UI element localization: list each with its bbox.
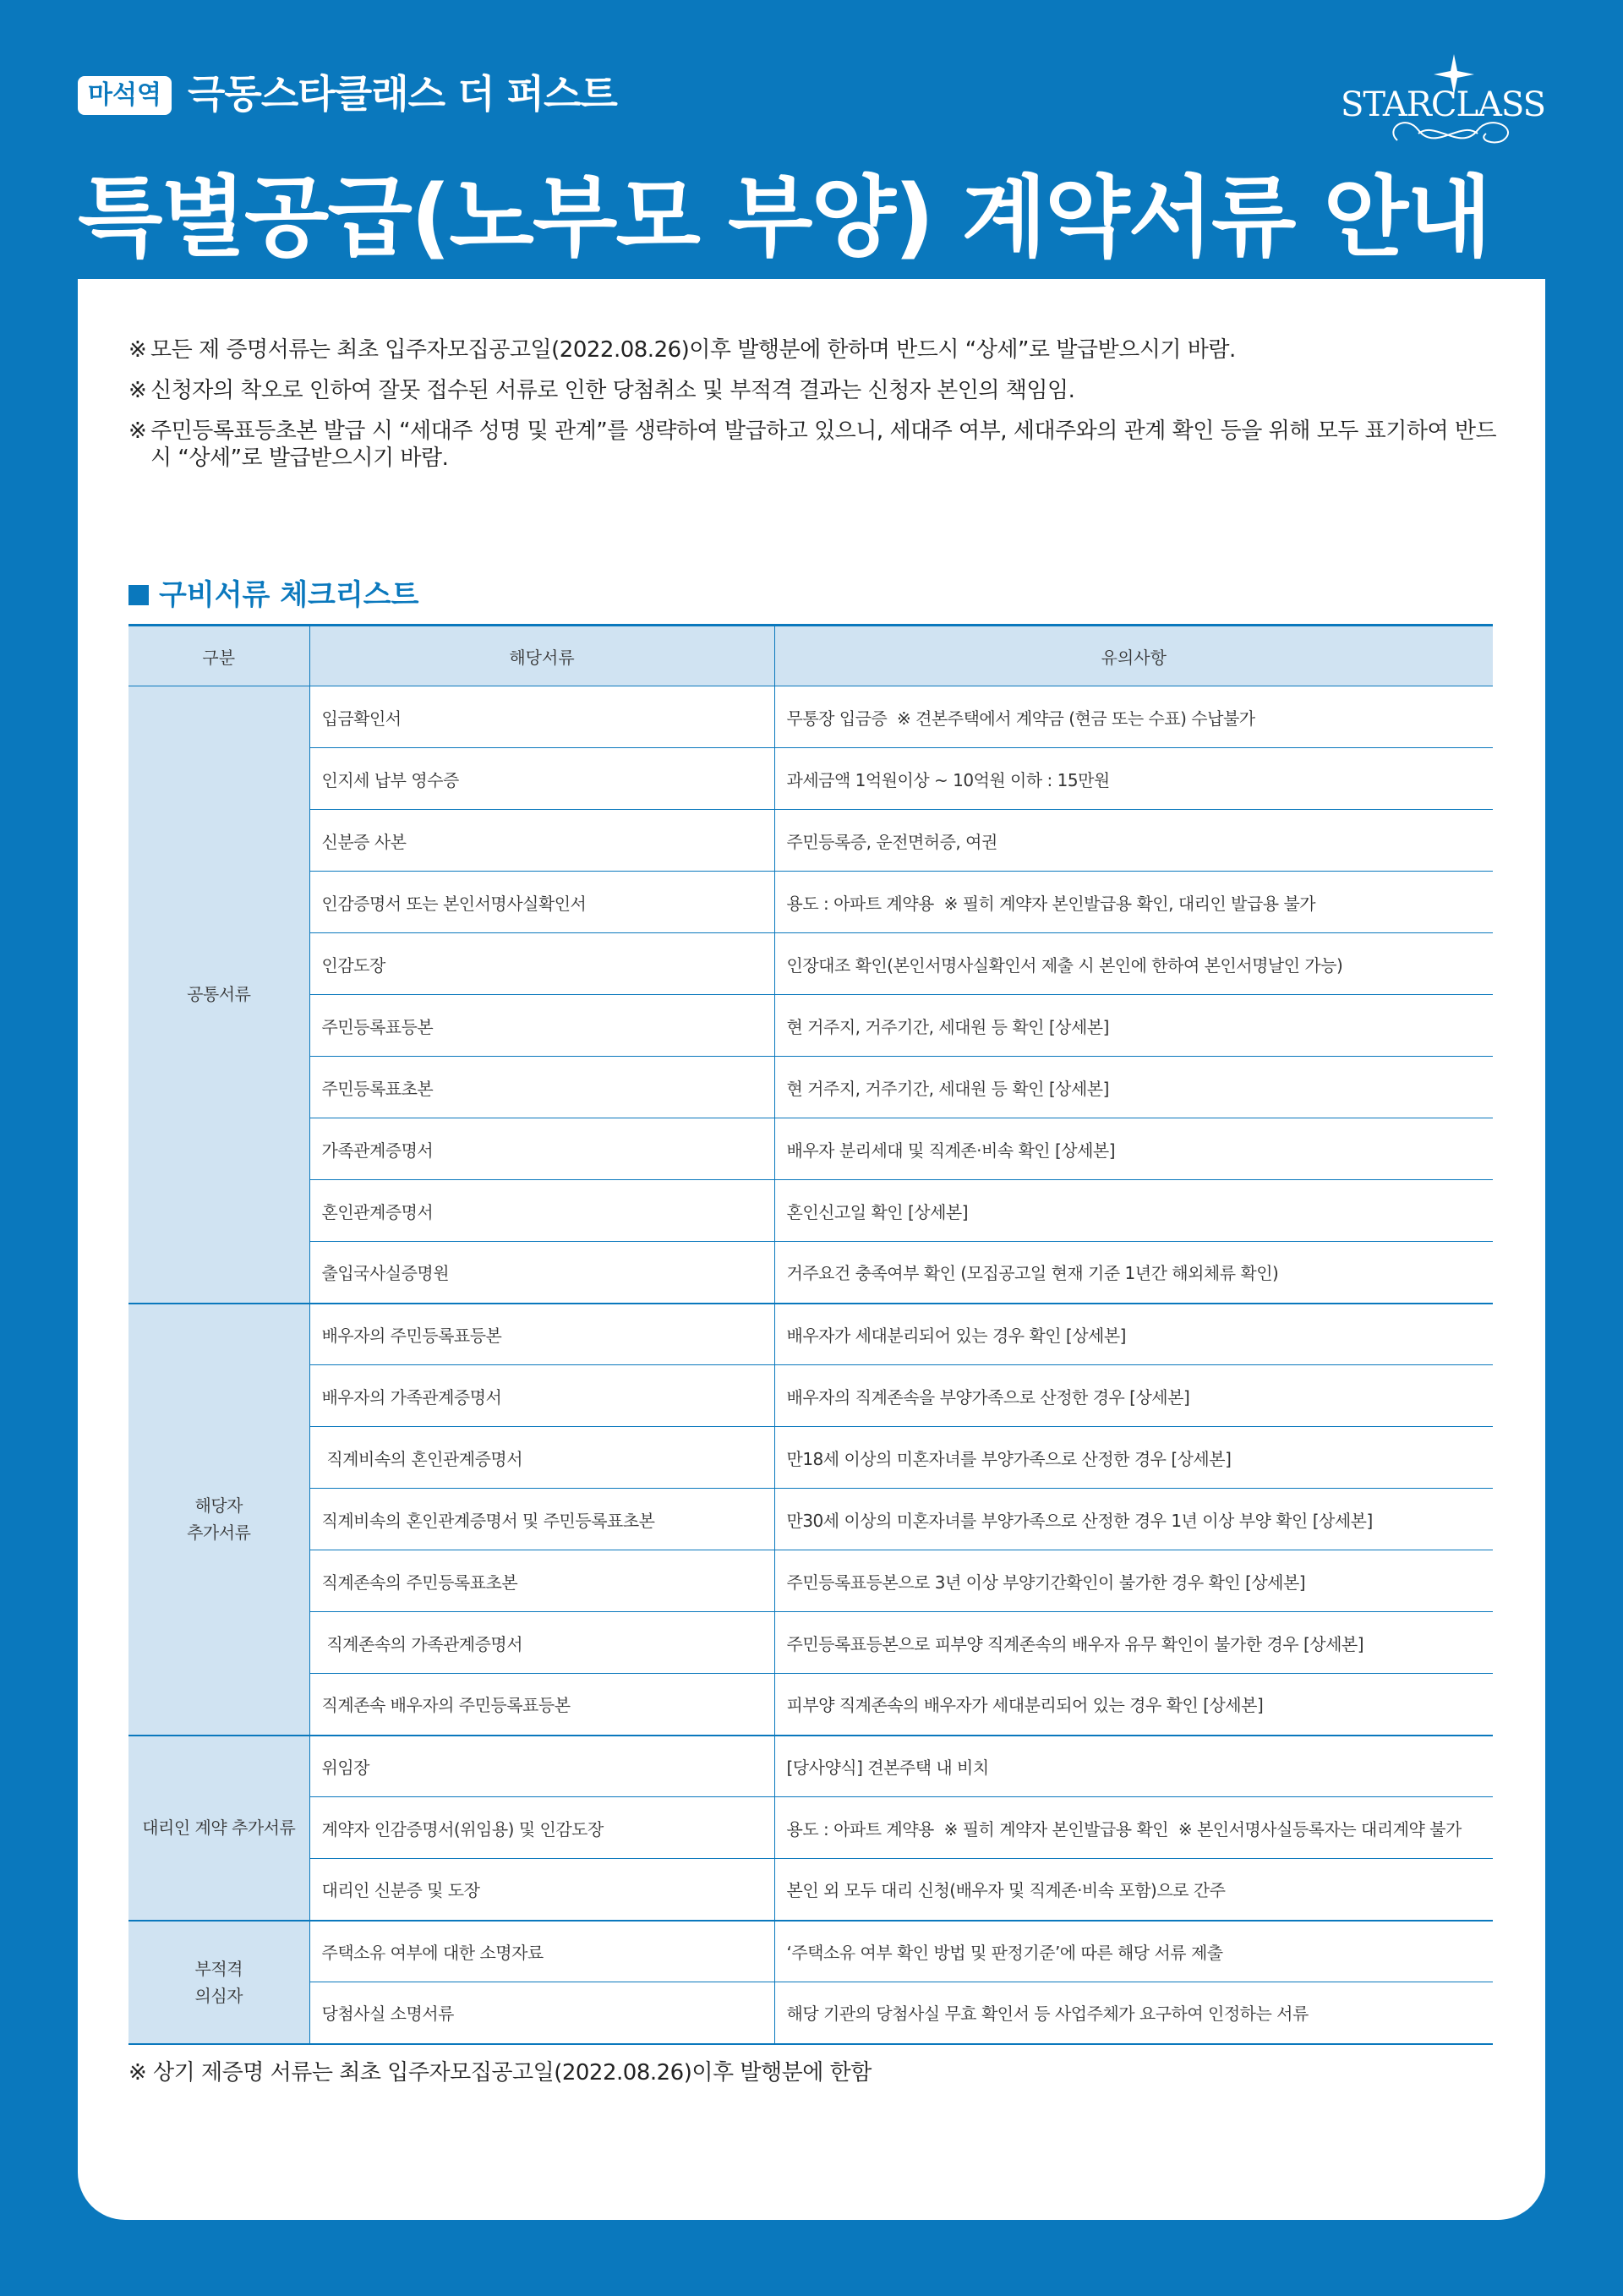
- note-cell: 본인 외 모두 대리 신청(배우자 및 직계존·비속 포함)으로 간주: [774, 1859, 1493, 1921]
- col-header-category: 구분: [128, 626, 309, 686]
- note-cell: 피부양 직계존속의 배우자가 세대분리되어 있는 경우 확인 [상세본]: [774, 1674, 1493, 1736]
- section-title: 구비서류 체크리스트: [128, 577, 418, 614]
- table-row: [128, 1118, 1493, 1180]
- note-cell: 용도 : 아파트 계약용 ※ 필히 계약자 본인발급용 확인, 대리인 발급용 불가: [774, 872, 1493, 933]
- col-header-note: 유의사항: [774, 626, 1493, 686]
- table-row: [128, 1057, 1493, 1118]
- note-mark: ※: [128, 337, 147, 363]
- page-header: [78, 69, 1545, 281]
- table-row: [128, 1859, 1493, 1921]
- document-cell: 주택소유 여부에 대한 소명자료: [309, 1921, 774, 1982]
- note-cell: [당사양식] 견본주택 내 비치: [774, 1736, 1493, 1797]
- document-cell: 직계비속의 혼인관계증명서: [309, 1427, 774, 1489]
- project-name: 극동스타클래스 더 퍼스트: [188, 71, 617, 117]
- table-row: [128, 933, 1493, 995]
- category-label: 추가서류: [187, 1522, 251, 1543]
- category-cell: [128, 686, 309, 1304]
- document-cell: 주민등록표초본: [309, 1057, 774, 1118]
- note-cell: 인장대조 확인(본인서명사실확인서 제출 시 본인에 한하여 본인서명날인 가능): [774, 933, 1493, 995]
- table-row: [128, 1427, 1493, 1489]
- document-cell: 직계존속 배우자의 주민등록표등본: [309, 1674, 774, 1736]
- document-cell: 주민등록표등본: [309, 995, 774, 1057]
- category-label: 대리인 계약 추가서류: [142, 1818, 296, 1838]
- document-cell: 입금확인서: [309, 686, 774, 748]
- document-cell: 혼인관계증명서: [309, 1180, 774, 1242]
- note-cell: 배우자가 세대분리되어 있는 경우 확인 [상세본]: [774, 1304, 1493, 1365]
- table-row: [128, 1982, 1493, 2044]
- table-row: [128, 1304, 1493, 1365]
- category-cell: [128, 1736, 309, 1921]
- note-cell: 만18세 이상의 미혼자녀를 부양가족으로 산정한 경우 [상세본]: [774, 1427, 1493, 1489]
- document-cell: 대리인 신분증 및 도장: [309, 1859, 774, 1921]
- notice-list: [128, 336, 1498, 485]
- table-row: [128, 1921, 1493, 1982]
- table-row: [128, 872, 1493, 933]
- notice-item: ※ 신청자의 착오로 인하여 잘못 접수된 서류로 인한 당첨취소 및 부적격 결과는 신청자 본인의 책임임.: [128, 378, 1075, 403]
- footnote: ※ 상기 제증명 서류는 최초 입주자모집공고일(2022.08.26)이후 발행분에 한함: [128, 2060, 872, 2086]
- document-cell: 직계존속의 주민등록표초본: [309, 1550, 774, 1612]
- col-header-document: 해당서류: [309, 626, 774, 686]
- category-label: 공통서류: [187, 984, 251, 1005]
- note-cell: 만30세 이상의 미혼자녀를 부양가족으로 산정한 경우 1년 이상 부양 확인 [상세본]: [774, 1489, 1493, 1550]
- logo-text: STARCLASS: [1340, 85, 1545, 124]
- table-row: [128, 1550, 1493, 1612]
- document-cell: 출입국사실증명원: [309, 1242, 774, 1304]
- table-row: [128, 1180, 1493, 1242]
- table-row: [128, 686, 1493, 748]
- page-title: 특별공급(노부모 부양) 계약서류 안내: [78, 166, 1490, 269]
- note-cell: 주민등록표등본으로 3년 이상 부양기간확인이 불가한 경우 확인 [상세본]: [774, 1550, 1493, 1612]
- document-cell: 배우자의 주민등록표등본: [309, 1304, 774, 1365]
- table-row: [128, 1612, 1493, 1674]
- document-cell: 배우자의 가족관계증명서: [309, 1365, 774, 1427]
- checklist-table-wrap: [128, 624, 1493, 2045]
- note-cell: 주민등록증, 운전면허증, 여권: [774, 810, 1493, 872]
- note-cell: 과세금액 1억원이상 ~ 10억원 이하 : 15만원: [774, 748, 1493, 810]
- category-label: 해당자: [194, 1495, 243, 1516]
- square-bullet-icon: [128, 585, 149, 605]
- category-label: 의심자: [194, 1985, 243, 2006]
- note-cell: 주민등록표등본으로 피부양 직계존속의 배우자 유무 확인이 불가한 경우 [상세본]: [774, 1612, 1493, 1674]
- category-cell: [128, 1921, 309, 2044]
- document-cell: 신분증 사본: [309, 810, 774, 872]
- table-row: [128, 1489, 1493, 1550]
- category-label: 부적격: [194, 1958, 243, 1979]
- table-header-row: [128, 626, 1493, 686]
- note-mark: ※: [128, 378, 147, 403]
- table-row: [128, 1365, 1493, 1427]
- note-cell: 해당 기관의 당첨사실 무효 확인서 등 사업주체가 요구하여 인정하는 서류: [774, 1982, 1493, 2044]
- table-row: [128, 1674, 1493, 1736]
- document-cell: 위임장: [309, 1736, 774, 1797]
- table-row: [128, 748, 1493, 810]
- document-cell: 계약자 인감증명서(위임용) 및 인감도장: [309, 1797, 774, 1859]
- notice-item: ※ 모든 제 증명서류는 최초 입주자모집공고일(2022.08.26)이후 발행분에 한하며 반드시 “상세”로 발급받으시기 바람.: [128, 337, 1236, 363]
- note-cell: 혼인신고일 확인 [상세본]: [774, 1180, 1493, 1242]
- document-cell: 인감도장: [309, 933, 774, 995]
- notice-item: ※ 주민등록표등초본 발급 시 “세대주 성명 및 관계”를 생략하여 발급하고 있으니, 세대주 여부, 세대주와의 관계 확인 등을 위해 모두 표기하여 반드시 “상세”로 발급받으시기 바람.: [128, 418, 1497, 471]
- note-cell: 현 거주지, 거주기간, 세대원 등 확인 [상세본]: [774, 995, 1493, 1057]
- table-row: [128, 995, 1493, 1057]
- checklist-table: [128, 624, 1493, 2045]
- note-cell: 거주요건 충족여부 확인 (모집공고일 현재 기준 1년간 해외체류 확인): [774, 1242, 1493, 1304]
- note-cell: 배우자 분리세대 및 직계존·비속 확인 [상세본]: [774, 1118, 1493, 1180]
- table-row: [128, 1242, 1493, 1304]
- document-cell: 당첨사실 소명서류: [309, 1982, 774, 2044]
- document-cell: 인감증명서 또는 본인서명사실확인서: [309, 872, 774, 933]
- category-cell: [128, 1304, 309, 1736]
- table-row: [128, 1797, 1493, 1859]
- content-card: [78, 279, 1545, 2220]
- station-badge: 마석역: [78, 76, 172, 115]
- note-mark: ※: [128, 418, 147, 444]
- note-cell: 무통장 입금증 ※ 견본주택에서 계약금 (현금 또는 수표) 수납불가: [774, 686, 1493, 748]
- table-body: [128, 686, 1493, 2044]
- note-cell: ‘주택소유 여부 확인 방법 및 판정기준’에 따른 해당 서류 제출: [774, 1921, 1493, 1982]
- table-row: [128, 810, 1493, 872]
- note-cell: 배우자의 직계존속을 부양가족으로 산정한 경우 [상세본]: [774, 1365, 1493, 1427]
- starclass-logo: [1340, 52, 1545, 154]
- document-cell: 직계비속의 혼인관계증명서 및 주민등록표초본: [309, 1489, 774, 1550]
- note-cell: 현 거주지, 거주기간, 세대원 등 확인 [상세본]: [774, 1057, 1493, 1118]
- document-cell: 인지세 납부 영수증: [309, 748, 774, 810]
- document-cell: 가족관계증명서: [309, 1118, 774, 1180]
- document-cell: 직계존속의 가족관계증명서: [309, 1612, 774, 1674]
- table-row: [128, 1736, 1493, 1797]
- note-cell: 용도 : 아파트 계약용 ※ 필히 계약자 본인발급용 확인 ※ 본인서명사실등록자는 대리계약 불가: [774, 1797, 1493, 1859]
